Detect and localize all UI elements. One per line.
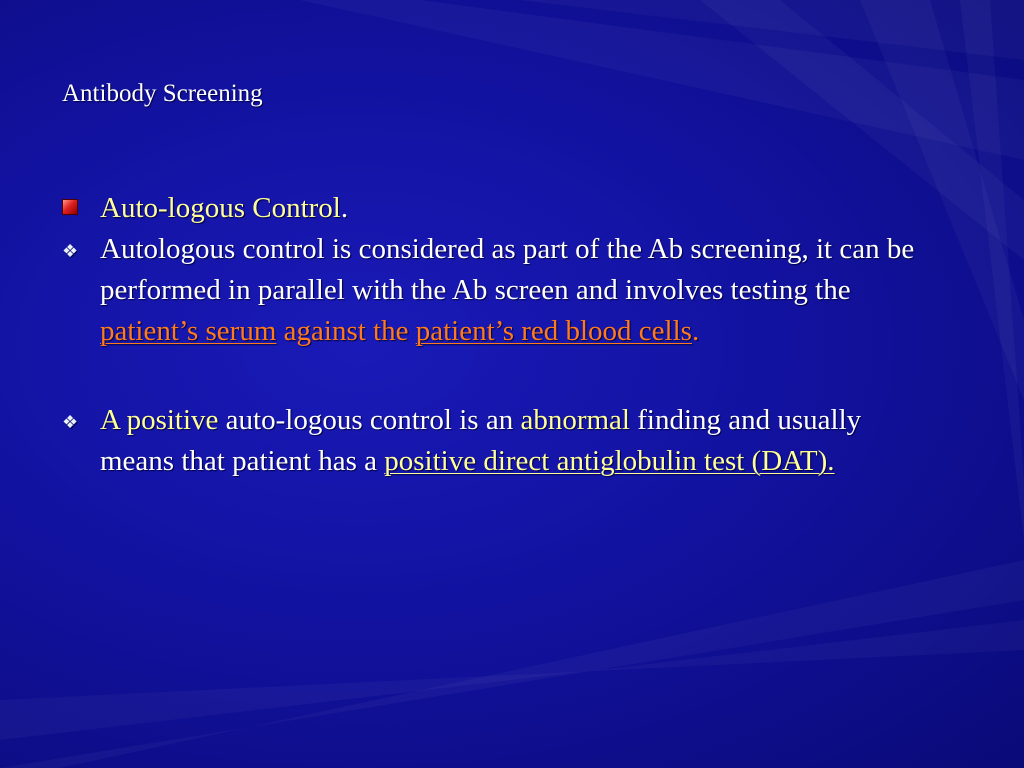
red-square-bullet-icon bbox=[62, 199, 78, 215]
heading-text: Auto-logous Control bbox=[100, 192, 341, 224]
p1-text-1: Autologous control is considered as part of the Ab screening, it can be performed in parallel with the Ab screen and involves testing the bbox=[100, 233, 915, 306]
paragraph-bullet-2 bbox=[62, 400, 942, 482]
link-patients-serum[interactable]: patient’s serum bbox=[100, 315, 277, 347]
p2-text-3: abnormal bbox=[520, 404, 630, 436]
p1-text-3: . bbox=[691, 315, 700, 347]
p2-text-1: A positive bbox=[100, 404, 219, 436]
p2-text-4: finding and usually means that patient has a bbox=[100, 404, 862, 477]
link-patients-red-blood-cells[interactable]: patient’s red blood cells bbox=[415, 315, 692, 347]
p2-text-2: auto-logous control is an bbox=[225, 404, 514, 436]
heading-punct: . bbox=[340, 192, 349, 224]
link-positive-dat[interactable]: positive direct antiglobulin test (DAT). bbox=[384, 445, 835, 477]
p1-text-2: against the bbox=[283, 315, 409, 347]
four-diamond-bullet-icon: ❖ bbox=[62, 412, 79, 432]
heading-bullet bbox=[62, 188, 942, 229]
paragraph-bullet-1 bbox=[62, 229, 942, 352]
spacer bbox=[62, 352, 942, 400]
slide-title: Antibody Screening bbox=[62, 80, 263, 107]
slide-body bbox=[62, 188, 942, 482]
four-diamond-bullet-icon: ❖ bbox=[62, 241, 79, 261]
